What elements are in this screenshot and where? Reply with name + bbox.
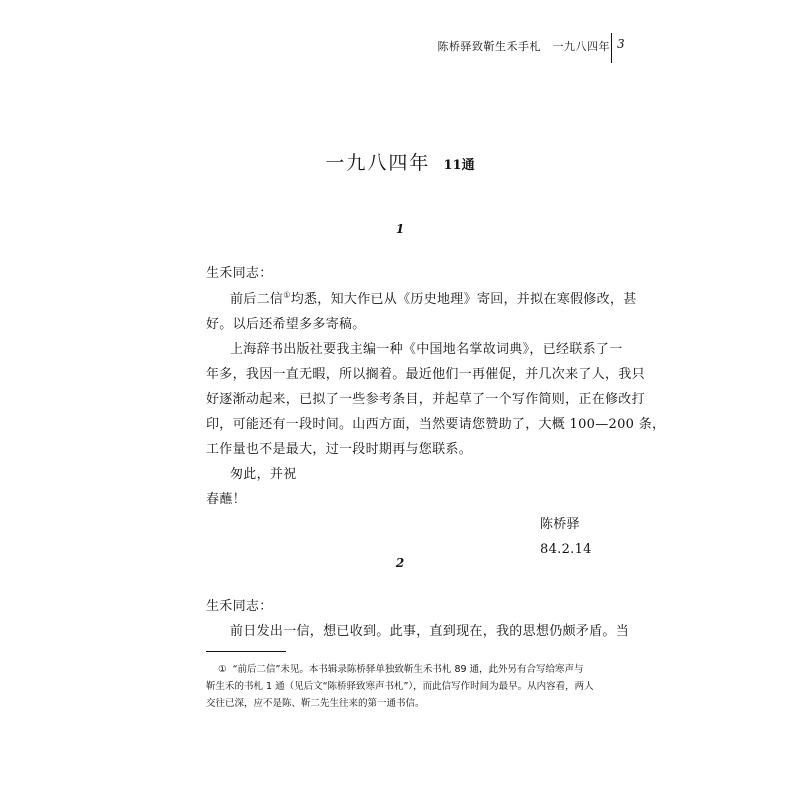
page-number: 3 [617, 37, 625, 51]
letter-1-line: 年多，我因一直无暇，所以搁着。最近他们一再催促，并几次来了人，我只 [206, 367, 645, 382]
letter-1-line-text: 均悉，知大作已从《历史地理》寄回，并拟在寒假修改，甚 [290, 292, 637, 307]
letter-1-date: 84.2.14 [540, 542, 592, 557]
footnote-text: “前后二信”未见。本书辑录陈桥驿单独致靳生禾书札 89 通，此外另有合写给寒声与 [232, 664, 584, 675]
letter-1-line: 好逐渐动起来，已拟了一些参考条目，并起草了一个写作简则，正在修改打 [206, 392, 645, 407]
letter-1-closing: 匆此，并祝 [230, 467, 297, 482]
letter-1-greeting: 春蘸！ [206, 492, 246, 507]
footnote-line: 交往已深，应不是陈、靳二先生往来的第一通书信。 [206, 698, 425, 709]
year-heading [0, 148, 800, 175]
letter-number-2: 2 [395, 556, 405, 570]
header-rule [611, 33, 612, 63]
footnote-reference[interactable]: ① [283, 290, 291, 300]
letter-1-line: 好。以后还希望多多寄稿。 [206, 317, 366, 332]
letter-1-line-text: 前后二信 [230, 292, 284, 307]
letter-1-line [230, 291, 637, 309]
running-head: 陈桥驿致靳生禾手札 一九八四年 [437, 40, 610, 53]
letter-1-salutation: 生禾同志： [206, 266, 273, 281]
footnote-rule [206, 651, 286, 652]
letter-1-line: 工作量也不是最大，过一段时期再与您联系。 [206, 442, 473, 457]
footnote-line [218, 663, 584, 677]
footnote-marker: ① [218, 664, 227, 675]
letter-1-line: 印，可能还有一段时间。山西方面，当然要请您赞助了，大概 100—200 条， [206, 417, 666, 432]
letter-count: 11通 [443, 158, 475, 173]
footnote-line: 靳生禾的书札 1 通（见后文“陈桥驿致寒声书札”），而此信写作时间为最早。从内容看，两人 [206, 681, 594, 692]
letter-1-line: 上海辞书出版社要我主编一种《中国地名掌故词典》，已经联系了一 [230, 342, 623, 357]
year-title: 一九八四年 [325, 152, 431, 174]
letter-number-1: 1 [395, 222, 405, 236]
letter-1-signature: 陈桥驿 [540, 517, 580, 532]
letter-2-line: 前日发出一信，想已收到。此事，直到现在，我的思想仍颇矛盾。当 [230, 624, 630, 639]
letter-2-salutation: 生禾同志： [206, 599, 273, 614]
